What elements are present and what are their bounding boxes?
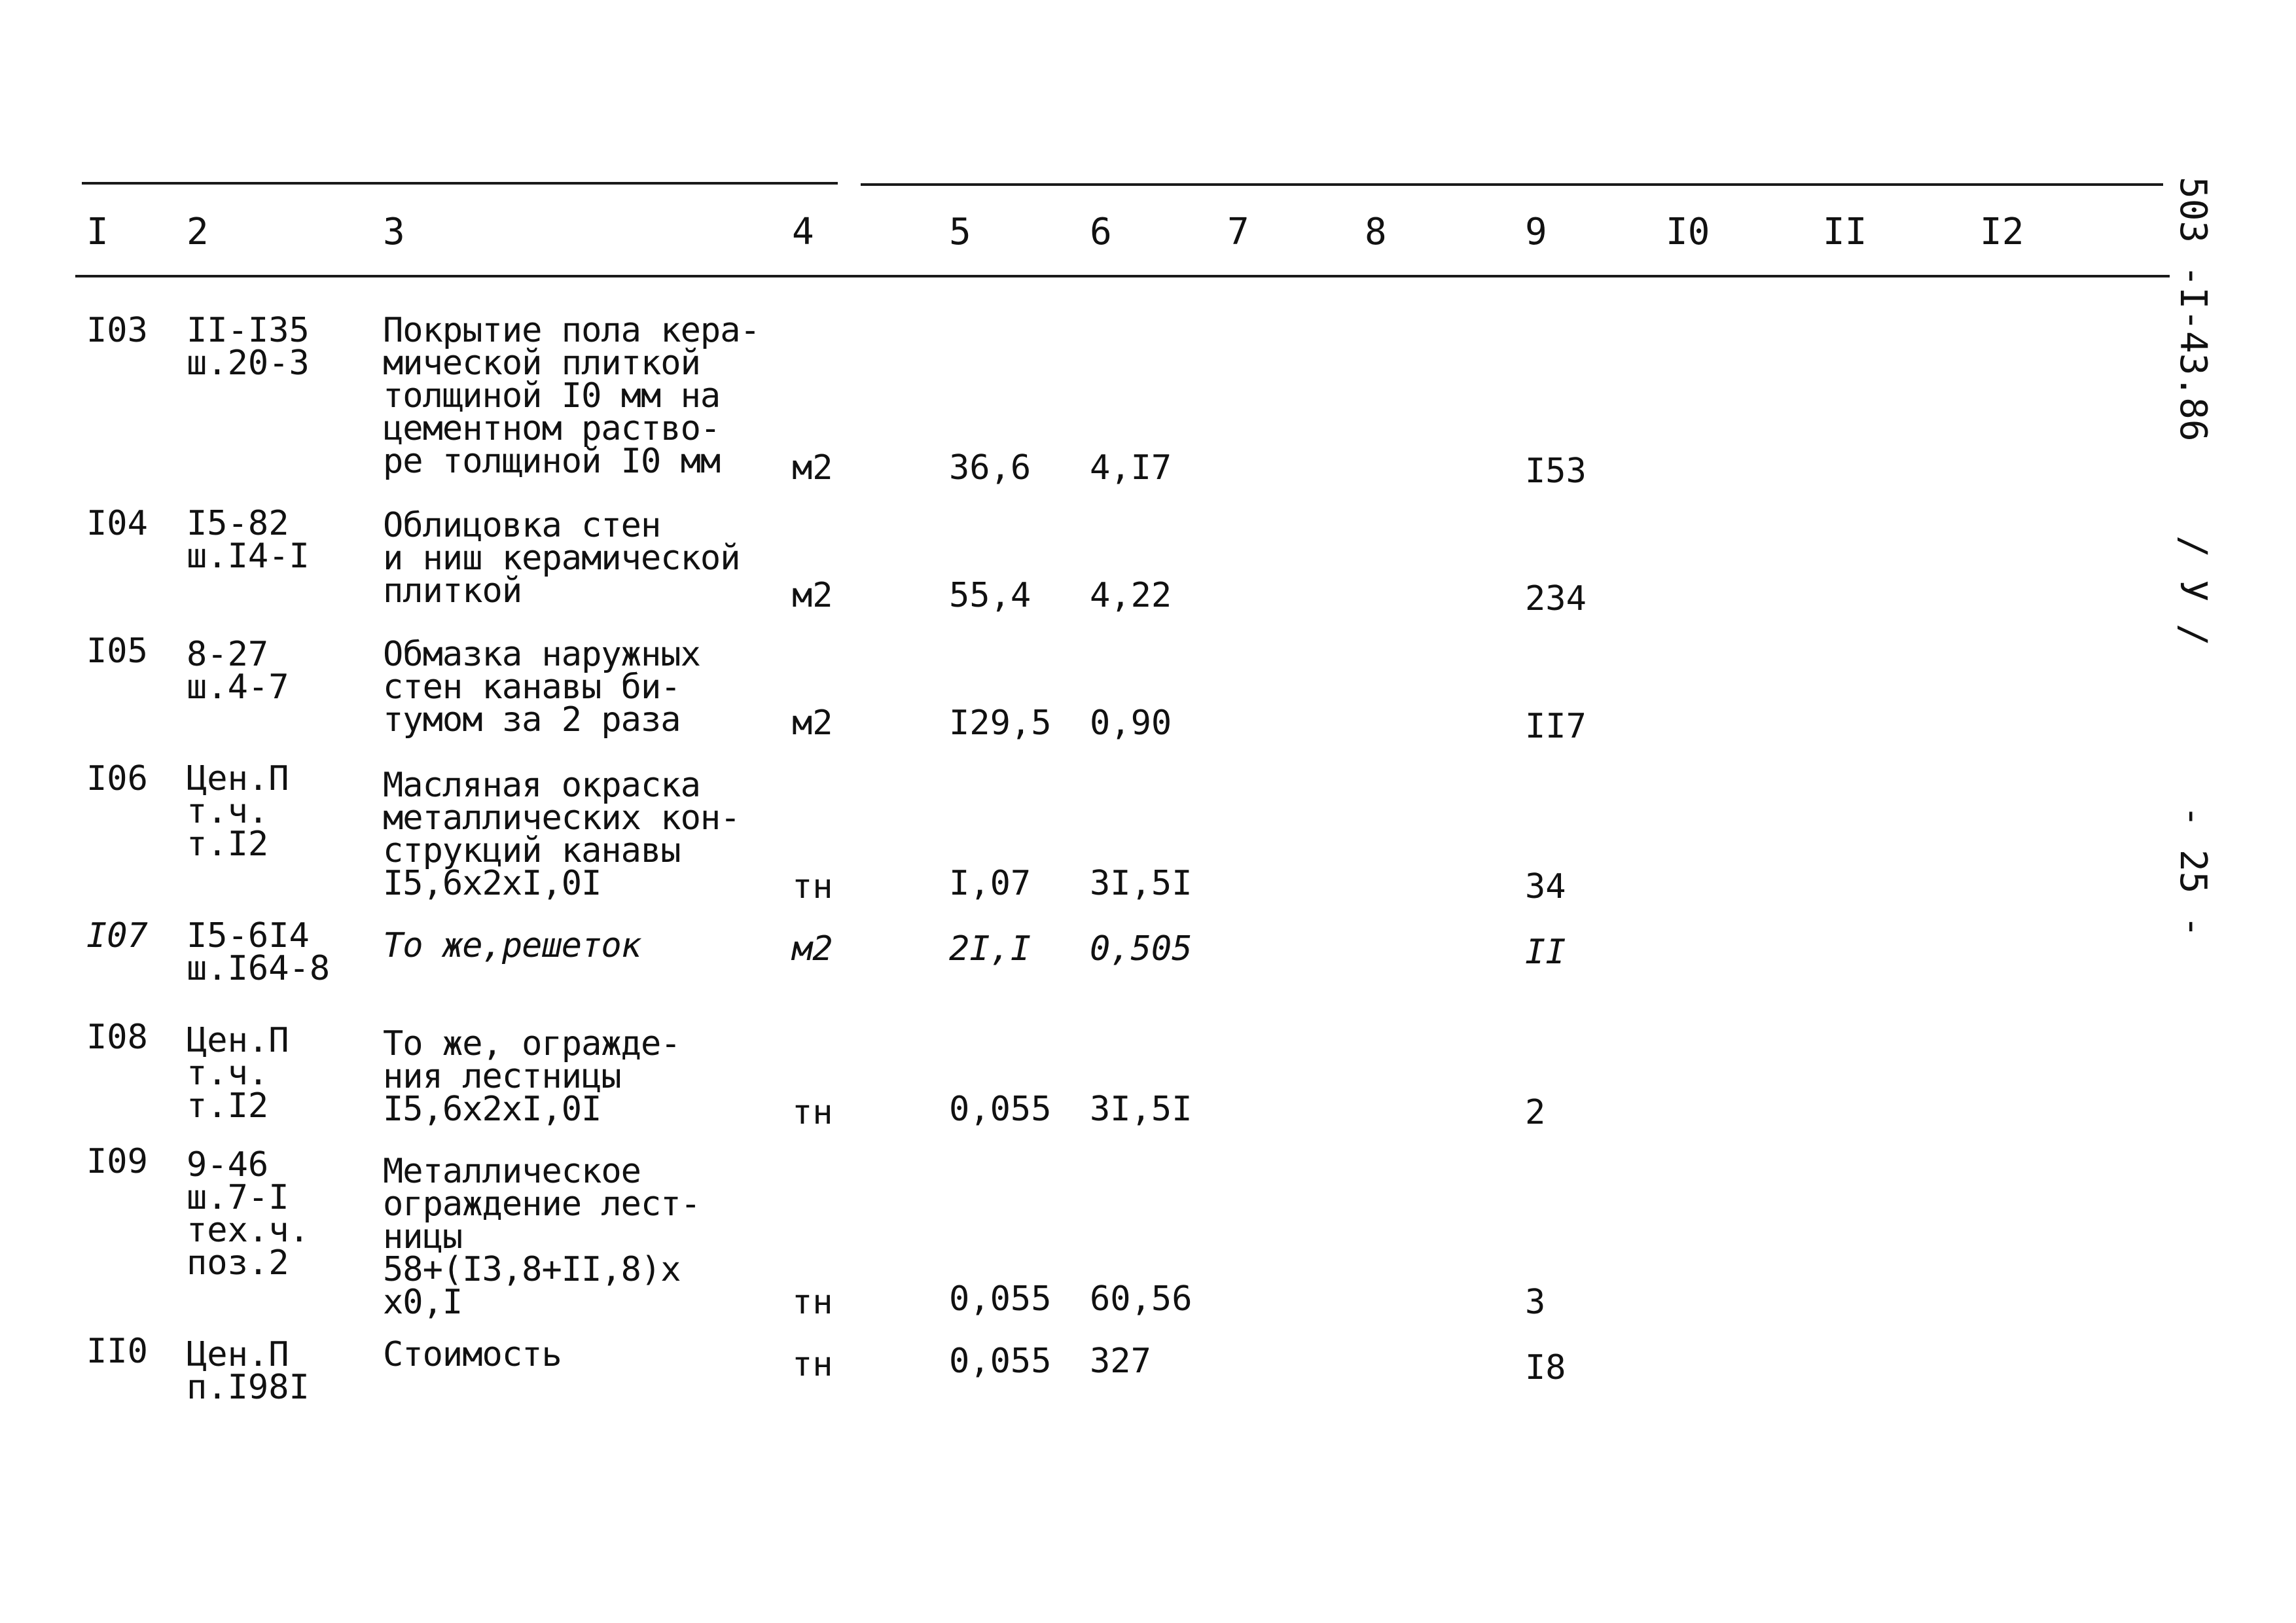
row-reference: Цен.П п.I98I — [187, 1335, 310, 1407]
row-number: I04 — [86, 504, 148, 543]
row-total: 234 — [1525, 579, 1587, 618]
top-rule-left — [82, 182, 838, 185]
row-description: Металлическое ограждение лест- ницы 58+(I3,8+II,8)х х0,I — [383, 1152, 700, 1322]
row-unit-price: 4,22 — [1090, 576, 1172, 615]
row-unit: тн — [792, 867, 833, 906]
row-number: I08 — [86, 1018, 148, 1057]
header-col-7: 7 — [1227, 211, 1249, 253]
side-annotation — [2147, 177, 2238, 938]
header-rule — [75, 275, 2170, 277]
row-number: I06 — [86, 759, 148, 798]
row-unit: тн — [792, 1093, 833, 1132]
row-description: То же, огражде- ния лестницы I5,6х2хI,0I — [383, 1024, 681, 1129]
row-reference: I5-6I4 ш.I64-8 — [187, 916, 331, 988]
row-quantity: 36,6 — [949, 448, 1031, 488]
row-unit: тн — [792, 1283, 833, 1322]
row-unit: м2 — [792, 929, 833, 969]
row-unit-price: 0,505 — [1090, 929, 1193, 969]
row-total: I53 — [1525, 452, 1587, 491]
row-total: 34 — [1525, 867, 1566, 906]
row-number: I07 — [86, 916, 148, 955]
header-col-9: 9 — [1525, 211, 1547, 253]
document-code: 503 -I-43.86 — [2172, 177, 2214, 442]
row-total: I8 — [1525, 1348, 1566, 1387]
row-quantity: I,07 — [949, 864, 1031, 903]
row-description: То же,решеток — [383, 926, 641, 965]
row-unit: м2 — [792, 704, 833, 743]
top-rule-right — [861, 183, 2163, 186]
row-reference: II-I35 ш.20-3 — [187, 311, 310, 383]
row-quantity: 0,055 — [949, 1342, 1052, 1381]
row-unit-price: 327 — [1090, 1342, 1151, 1381]
header-col-3: 3 — [383, 211, 405, 253]
header-col-2: 2 — [187, 211, 209, 253]
row-unit-price: 3I,5I — [1090, 864, 1193, 903]
row-number: I03 — [86, 311, 148, 350]
row-unit-price: 0,90 — [1090, 704, 1172, 743]
header-col-4: 4 — [792, 211, 814, 253]
row-unit: тн — [792, 1345, 833, 1384]
row-unit: м2 — [792, 576, 833, 615]
row-description: Стоимость — [383, 1335, 562, 1374]
header-col-12: I2 — [1980, 211, 2024, 253]
row-total: 2 — [1525, 1093, 1546, 1132]
row-reference: I5-82 ш.I4-I — [187, 504, 310, 576]
row-quantity: 0,055 — [949, 1279, 1052, 1319]
row-unit-price: 3I,5I — [1090, 1090, 1193, 1129]
row-number: I09 — [86, 1142, 148, 1181]
row-reference: Цен.П т.ч. т.I2 — [187, 1021, 289, 1126]
header-col-5: 5 — [949, 211, 971, 253]
row-description: Покрытие пола кера- мической плиткой толщиной I0 мм на цементном раство- ре толщиной I0 мм — [383, 311, 760, 481]
row-quantity: 55,4 — [949, 576, 1031, 615]
header-col-6: 6 — [1090, 211, 1112, 253]
row-quantity: 0,055 — [949, 1090, 1052, 1129]
row-reference: Цен.П т.ч. т.I2 — [187, 759, 289, 864]
header-col-1: I — [86, 211, 109, 253]
row-total: 3 — [1525, 1283, 1546, 1322]
row-total: II7 — [1525, 707, 1587, 746]
header-col-10: I0 — [1666, 211, 1710, 253]
row-number: II0 — [86, 1332, 148, 1371]
row-reference: 8-27 ш.4-7 — [187, 635, 289, 707]
row-unit-price: 60,56 — [1090, 1279, 1193, 1319]
row-total: II — [1525, 933, 1566, 972]
sheet-mark: / У / — [2172, 535, 2214, 646]
row-description: Облицовка стен и ниш керамической плиткой — [383, 506, 740, 611]
header-col-11: II — [1823, 211, 1867, 253]
row-quantity: I29,5 — [949, 704, 1052, 743]
row-unit-price: 4,I7 — [1090, 448, 1172, 488]
page-number: - 25 - — [2172, 805, 2214, 938]
row-reference: 9-46 ш.7-I тех.ч. поз.2 — [187, 1145, 310, 1283]
row-description: Обмазка наружных стен канавы би- тумом за 2 раза — [383, 635, 700, 740]
header-col-8: 8 — [1365, 211, 1387, 253]
row-unit: м2 — [792, 448, 833, 488]
row-quantity: 2I,I — [949, 929, 1031, 969]
row-description: Масляная окраска металлических кон- струкций канавы I5,6х2хI,0I — [383, 766, 740, 903]
row-number: I05 — [86, 632, 148, 671]
